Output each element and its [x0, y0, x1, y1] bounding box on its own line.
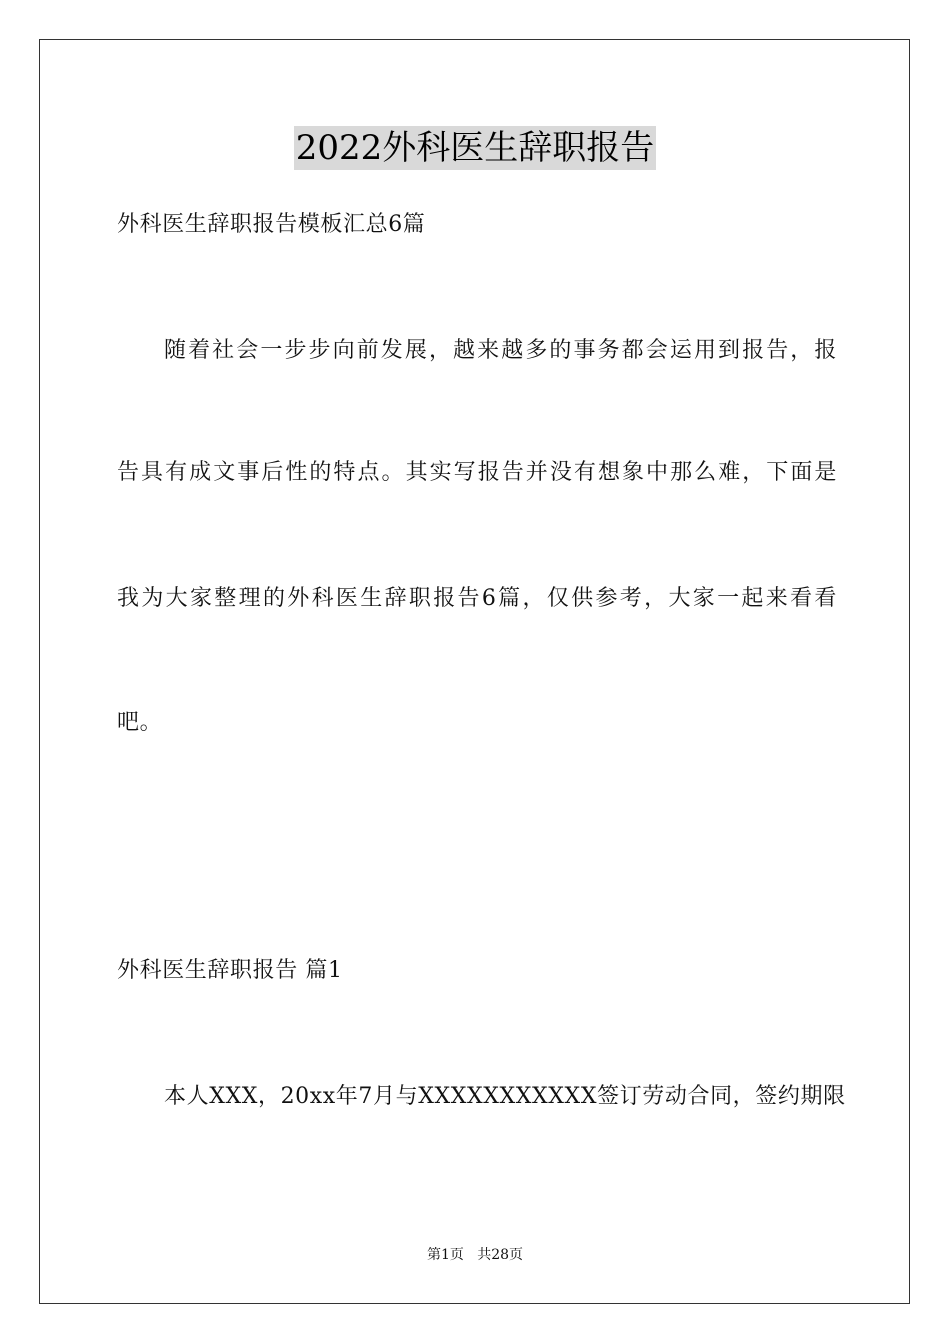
title-container — [0, 126, 950, 170]
page-footer — [0, 1246, 950, 1264]
intro-line-1: 随着社会一步步向前发展，越来越多的事务都会运用到报告，报 — [164, 338, 837, 363]
intro-line-2: 告具有成文事后性的特点。其实写报告并没有想象中那么难，下面是 — [117, 460, 837, 485]
intro-line-3: 我为大家整理的外科医生辞职报告6篇，仅供参考，大家一起来看看 — [117, 586, 837, 611]
document-subtitle: 外科医生辞职报告模板汇总6篇 — [117, 212, 426, 237]
section-heading: 外科医生辞职报告 篇1 — [117, 958, 343, 983]
body-line-1: 本人XXX，20xx年7月与XXXXXXXXXXX签订劳动合同，签约期限 — [164, 1084, 846, 1109]
intro-line-4: 吧。 — [117, 710, 163, 735]
document-title: 2022外科医生辞职报告 — [295, 128, 655, 168]
page-number: 第1页 共28页 — [426, 1247, 524, 1263]
